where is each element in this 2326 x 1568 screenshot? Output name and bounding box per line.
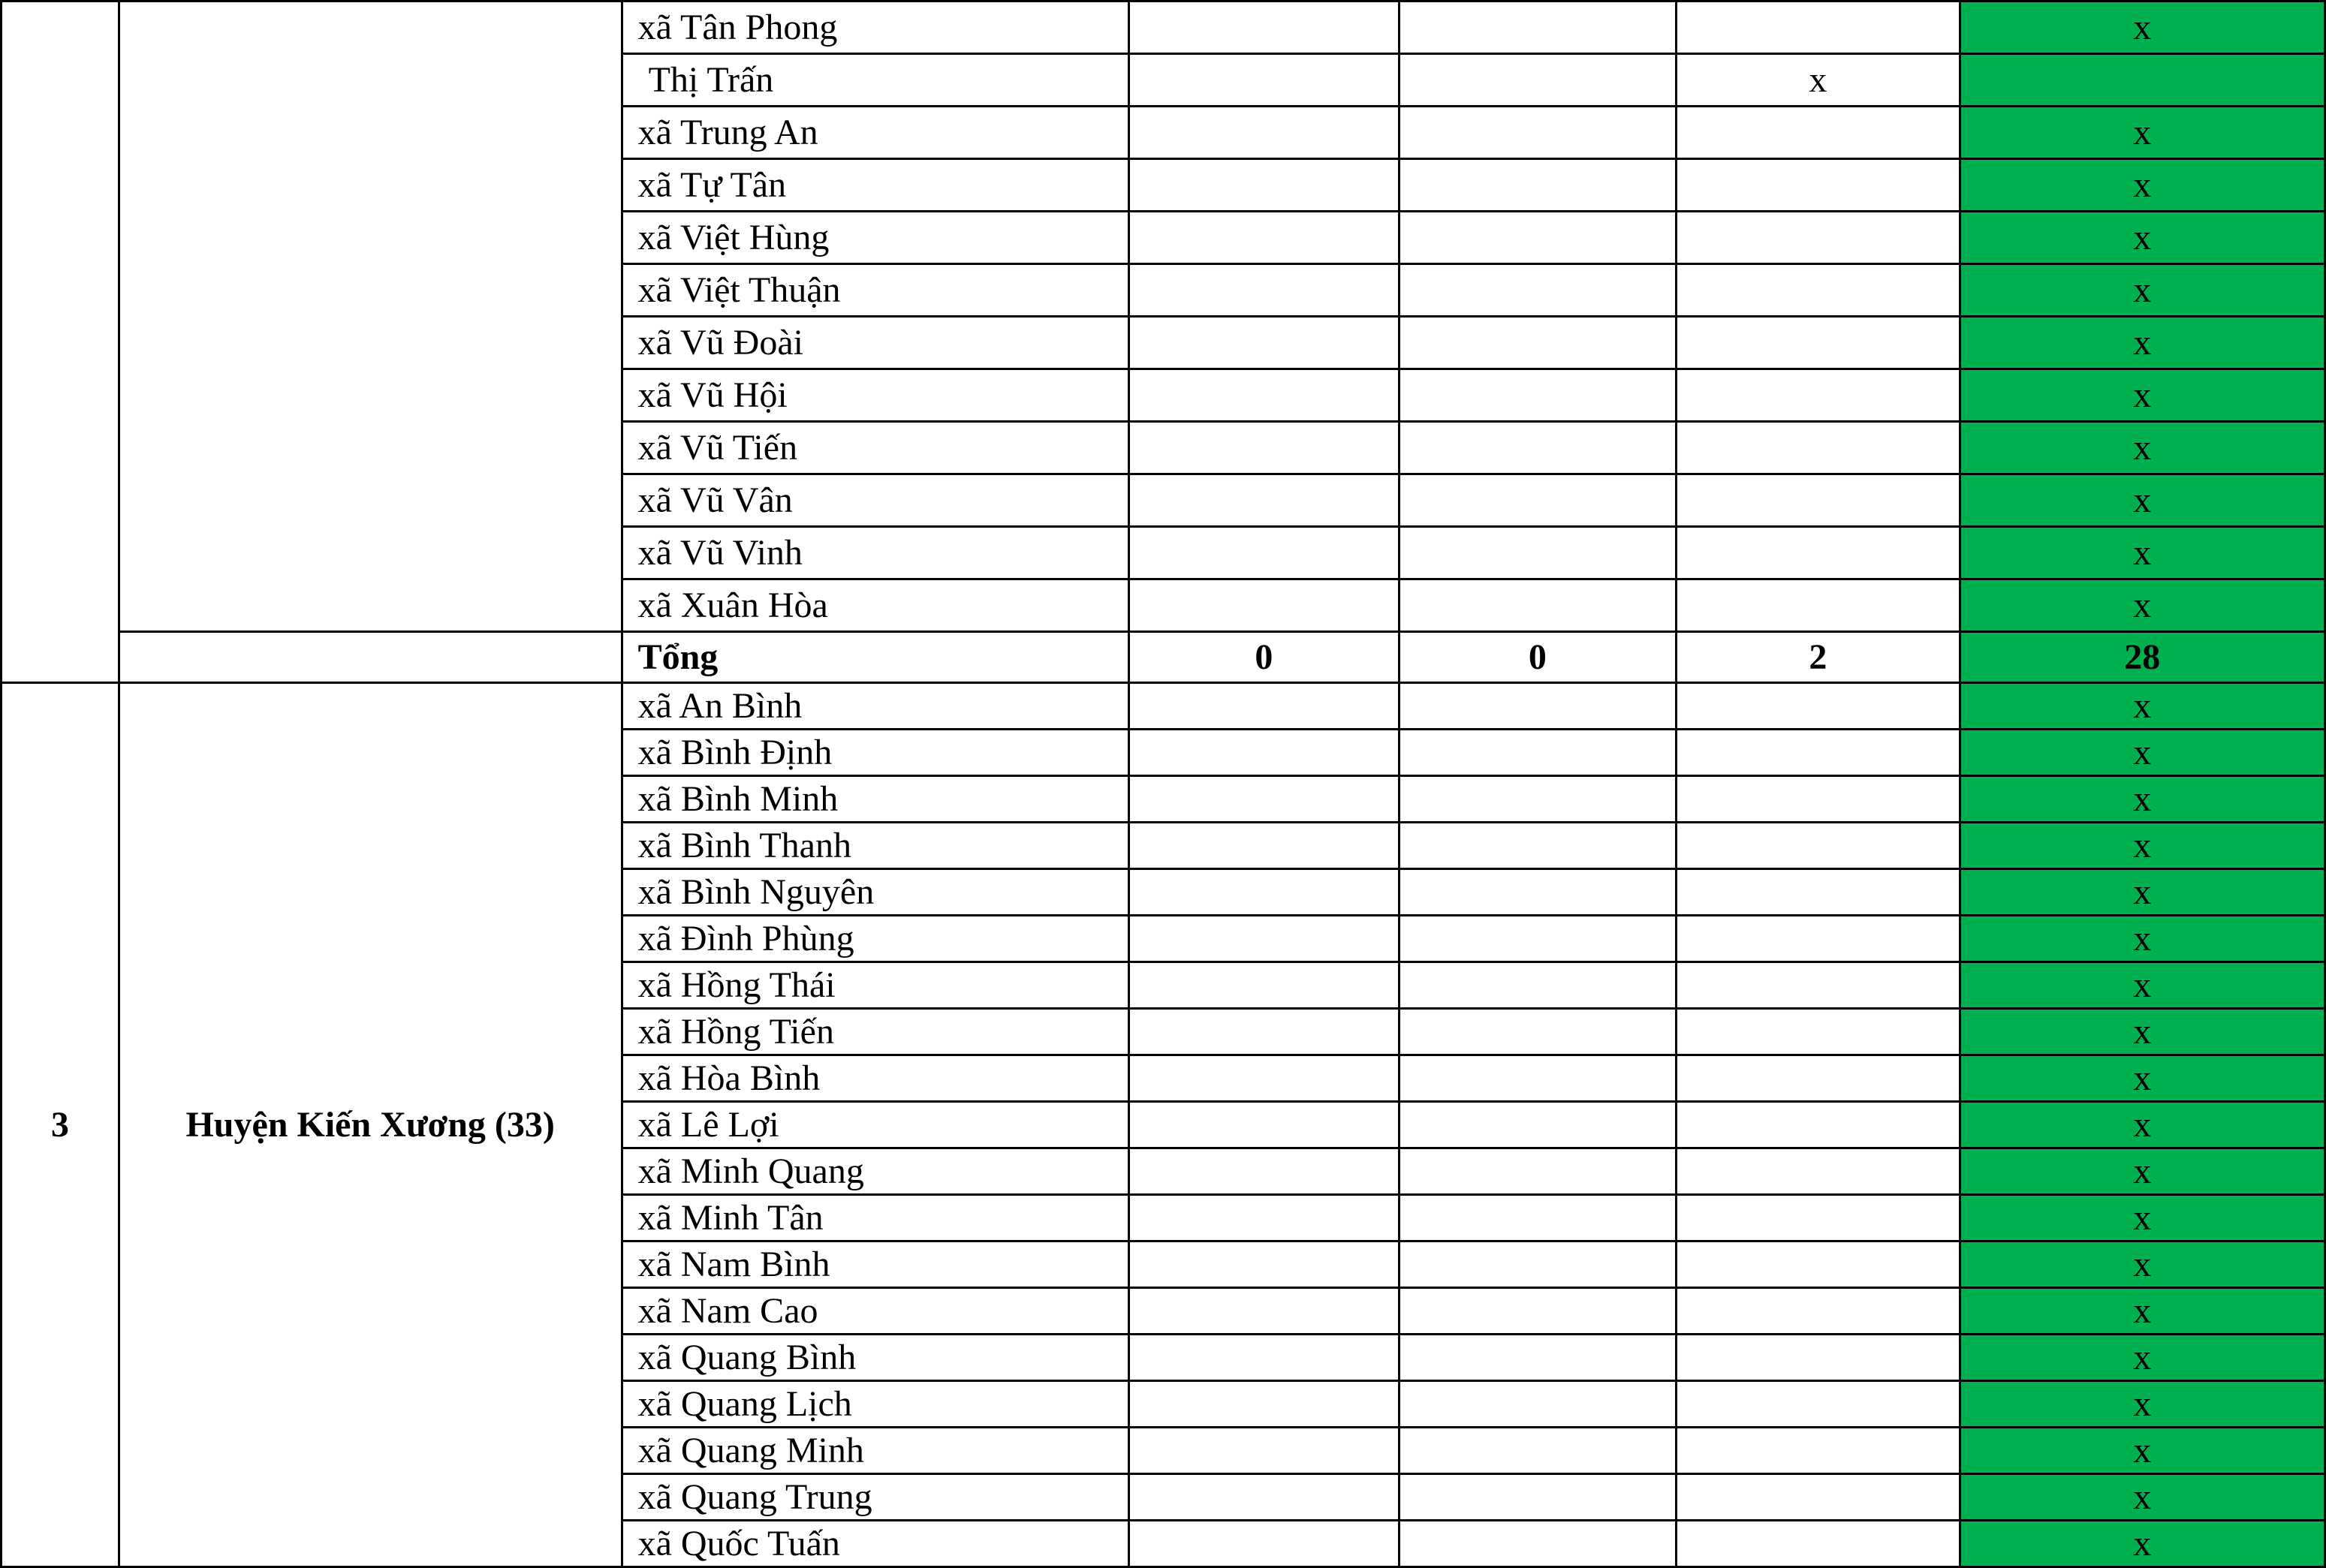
commune-name-cell: xã Việt Hùng	[622, 212, 1129, 264]
criteria-1-cell	[1129, 1474, 1400, 1521]
commune-name-cell: xã Hồng Tiến	[622, 1009, 1129, 1055]
criteria-1-cell	[1129, 422, 1400, 474]
criteria-4-cell	[1960, 54, 2324, 107]
total-blank-cell	[119, 632, 622, 683]
criteria-3-cell	[1677, 869, 1960, 916]
commune-name-cell: xã Lê Lợi	[622, 1102, 1129, 1148]
criteria-2-cell	[1399, 962, 1677, 1009]
commune-name-cell: xã Tân Phong	[622, 2, 1129, 54]
criteria-2-cell	[1399, 823, 1677, 869]
criteria-1-cell	[1129, 1009, 1400, 1055]
commune-name-cell: xã Quang Minh	[622, 1428, 1129, 1474]
commune-name-cell: xã Vũ Tiến	[622, 422, 1129, 474]
criteria-2-cell	[1399, 369, 1677, 422]
commune-name-cell: xã Quốc Tuấn	[622, 1521, 1129, 1567]
criteria-2-cell	[1399, 159, 1677, 212]
criteria-3-cell	[1677, 916, 1960, 962]
criteria-2-cell	[1399, 776, 1677, 823]
criteria-1-cell	[1129, 1521, 1400, 1567]
commune-name-cell: xã Minh Tân	[622, 1195, 1129, 1241]
total-criteria-2: 0	[1399, 632, 1677, 683]
criteria-1-cell	[1129, 962, 1400, 1009]
criteria-3-cell	[1677, 1055, 1960, 1102]
criteria-3-cell	[1677, 1428, 1960, 1474]
criteria-3-cell	[1677, 579, 1960, 632]
commune-name-cell: xã Vũ Vân	[622, 474, 1129, 527]
criteria-4-cell: x	[1960, 1428, 2324, 1474]
criteria-3-cell	[1677, 474, 1960, 527]
criteria-3-cell	[1677, 1195, 1960, 1241]
criteria-4-cell: x	[1960, 264, 2324, 317]
criteria-3-cell	[1677, 730, 1960, 776]
criteria-2-cell	[1399, 264, 1677, 317]
criteria-4-cell: x	[1960, 1055, 2324, 1102]
commune-name-cell: xã Hồng Thái	[622, 962, 1129, 1009]
criteria-3-cell	[1677, 1009, 1960, 1055]
table-body	[2, 2, 2325, 1567]
criteria-2-cell	[1399, 1148, 1677, 1195]
criteria-4-cell: x	[1960, 422, 2324, 474]
criteria-1-cell	[1129, 1195, 1400, 1241]
criteria-1-cell	[1129, 264, 1400, 317]
criteria-4-cell: x	[1960, 730, 2324, 776]
criteria-4-cell: x	[1960, 1474, 2324, 1521]
commune-name-cell: xã Minh Quang	[622, 1148, 1129, 1195]
criteria-3-cell	[1677, 683, 1960, 730]
commune-name-cell: xã Đình Phùng	[622, 916, 1129, 962]
total-row	[2, 632, 2325, 683]
criteria-1-cell	[1129, 369, 1400, 422]
criteria-1-cell	[1129, 1148, 1400, 1195]
criteria-3-cell	[1677, 1241, 1960, 1288]
criteria-4-cell: x	[1960, 1288, 2324, 1335]
criteria-2-cell	[1399, 730, 1677, 776]
criteria-1-cell	[1129, 1428, 1400, 1474]
criteria-3-cell	[1677, 1474, 1960, 1521]
commune-name-cell: xã Bình Nguyên	[622, 869, 1129, 916]
criteria-4-cell: x	[1960, 1335, 2324, 1381]
commune-name-cell: xã Bình Thanh	[622, 823, 1129, 869]
criteria-2-cell	[1399, 1009, 1677, 1055]
criteria-4-cell: x	[1960, 869, 2324, 916]
criteria-1-cell	[1129, 1241, 1400, 1288]
criteria-2-cell	[1399, 54, 1677, 107]
criteria-4-cell: x	[1960, 916, 2324, 962]
criteria-4-cell: x	[1960, 317, 2324, 369]
criteria-4-cell: x	[1960, 369, 2324, 422]
criteria-4-cell: x	[1960, 1102, 2324, 1148]
commune-name-cell: xã Tự Tân	[622, 159, 1129, 212]
criteria-3-cell: x	[1677, 54, 1960, 107]
criteria-4-cell: x	[1960, 1195, 2324, 1241]
criteria-1-cell	[1129, 2, 1400, 54]
criteria-2-cell	[1399, 1102, 1677, 1148]
criteria-3-cell	[1677, 823, 1960, 869]
criteria-1-cell	[1129, 1102, 1400, 1148]
commune-name-cell: xã Quang Bình	[622, 1335, 1129, 1381]
criteria-2-cell	[1399, 1335, 1677, 1381]
criteria-2-cell	[1399, 527, 1677, 579]
commune-name-cell: xã Bình Minh	[622, 776, 1129, 823]
criteria-2-cell	[1399, 869, 1677, 916]
criteria-1-cell	[1129, 1055, 1400, 1102]
commune-name-cell: Thị Trấn	[622, 54, 1129, 107]
commune-name-cell: xã Hòa Bình	[622, 1055, 1129, 1102]
criteria-4-cell: x	[1960, 579, 2324, 632]
criteria-2-cell	[1399, 107, 1677, 159]
district-cell-continued	[119, 2, 622, 632]
criteria-3-cell	[1677, 962, 1960, 1009]
criteria-2-cell	[1399, 1381, 1677, 1428]
commune-name-cell: xã Việt Thuận	[622, 264, 1129, 317]
commune-name-cell: xã Quang Trung	[622, 1474, 1129, 1521]
criteria-3-cell	[1677, 1521, 1960, 1567]
criteria-4-cell: x	[1960, 1521, 2324, 1567]
criteria-3-cell	[1677, 1381, 1960, 1428]
criteria-2-cell	[1399, 2, 1677, 54]
criteria-2-cell	[1399, 683, 1677, 730]
total-label-cell: Tổng	[622, 632, 1129, 683]
total-criteria-3: 2	[1677, 632, 1960, 683]
commune-name-cell: xã Quang Lịch	[622, 1381, 1129, 1428]
criteria-4-cell: x	[1960, 962, 2324, 1009]
commune-name-cell: xã Bình Định	[622, 730, 1129, 776]
criteria-4-cell: x	[1960, 776, 2324, 823]
criteria-3-cell	[1677, 264, 1960, 317]
criteria-4-cell: x	[1960, 683, 2324, 730]
criteria-2-cell	[1399, 579, 1677, 632]
commune-name-cell: xã Trung An	[622, 107, 1129, 159]
criteria-3-cell	[1677, 422, 1960, 474]
criteria-1-cell	[1129, 730, 1400, 776]
criteria-3-cell	[1677, 1335, 1960, 1381]
commune-name-cell: xã Nam Cao	[622, 1288, 1129, 1335]
criteria-3-cell	[1677, 1288, 1960, 1335]
district-stt-cell: 3	[2, 683, 119, 1567]
criteria-1-cell	[1129, 1381, 1400, 1428]
criteria-3-cell	[1677, 212, 1960, 264]
criteria-2-cell	[1399, 1195, 1677, 1241]
criteria-2-cell	[1399, 1288, 1677, 1335]
district-name-cell: Huyện Kiến Xương (33)	[119, 683, 622, 1567]
criteria-4-cell: x	[1960, 1148, 2324, 1195]
criteria-2-cell	[1399, 1428, 1677, 1474]
criteria-1-cell	[1129, 107, 1400, 159]
criteria-2-cell	[1399, 474, 1677, 527]
criteria-1-cell	[1129, 579, 1400, 632]
criteria-4-cell: x	[1960, 1241, 2324, 1288]
criteria-3-cell	[1677, 1102, 1960, 1148]
commune-name-cell: xã Vũ Vinh	[622, 527, 1129, 579]
criteria-3-cell	[1677, 2, 1960, 54]
commune-name-cell: xã Nam Bình	[622, 1241, 1129, 1288]
criteria-4-cell: x	[1960, 212, 2324, 264]
criteria-4-cell: x	[1960, 159, 2324, 212]
commune-name-cell: xã Vũ Hội	[622, 369, 1129, 422]
criteria-4-cell: x	[1960, 823, 2324, 869]
criteria-1-cell	[1129, 317, 1400, 369]
commune-name-cell: xã Vũ Đoài	[622, 317, 1129, 369]
criteria-1-cell	[1129, 527, 1400, 579]
criteria-4-cell: x	[1960, 107, 2324, 159]
criteria-2-cell	[1399, 1241, 1677, 1288]
criteria-1-cell	[1129, 683, 1400, 730]
criteria-4-cell: x	[1960, 2, 2324, 54]
total-criteria-1: 0	[1129, 632, 1400, 683]
criteria-1-cell	[1129, 823, 1400, 869]
criteria-2-cell	[1399, 317, 1677, 369]
stt-cell-continued	[2, 2, 119, 683]
criteria-1-cell	[1129, 776, 1400, 823]
criteria-4-cell: x	[1960, 527, 2324, 579]
criteria-2-cell	[1399, 1474, 1677, 1521]
criteria-4-cell: x	[1960, 474, 2324, 527]
criteria-1-cell	[1129, 869, 1400, 916]
criteria-1-cell	[1129, 1288, 1400, 1335]
commune-name-cell: xã Xuân Hòa	[622, 579, 1129, 632]
criteria-2-cell	[1399, 1055, 1677, 1102]
table-row	[2, 683, 2325, 730]
criteria-3-cell	[1677, 159, 1960, 212]
criteria-1-cell	[1129, 159, 1400, 212]
criteria-2-cell	[1399, 212, 1677, 264]
criteria-2-cell	[1399, 422, 1677, 474]
table-row	[2, 2, 2325, 54]
criteria-4-cell: x	[1960, 1009, 2324, 1055]
criteria-2-cell	[1399, 916, 1677, 962]
criteria-2-cell	[1399, 1521, 1677, 1567]
criteria-3-cell	[1677, 1148, 1960, 1195]
criteria-3-cell	[1677, 527, 1960, 579]
criteria-3-cell	[1677, 107, 1960, 159]
total-criteria-4: 28	[1960, 632, 2324, 683]
criteria-3-cell	[1677, 776, 1960, 823]
criteria-1-cell	[1129, 474, 1400, 527]
criteria-1-cell	[1129, 54, 1400, 107]
criteria-4-cell: x	[1960, 1381, 2324, 1428]
criteria-1-cell	[1129, 212, 1400, 264]
criteria-3-cell	[1677, 369, 1960, 422]
commune-name-cell: xã An Bình	[622, 683, 1129, 730]
criteria-1-cell	[1129, 1335, 1400, 1381]
criteria-1-cell	[1129, 916, 1400, 962]
criteria-3-cell	[1677, 317, 1960, 369]
